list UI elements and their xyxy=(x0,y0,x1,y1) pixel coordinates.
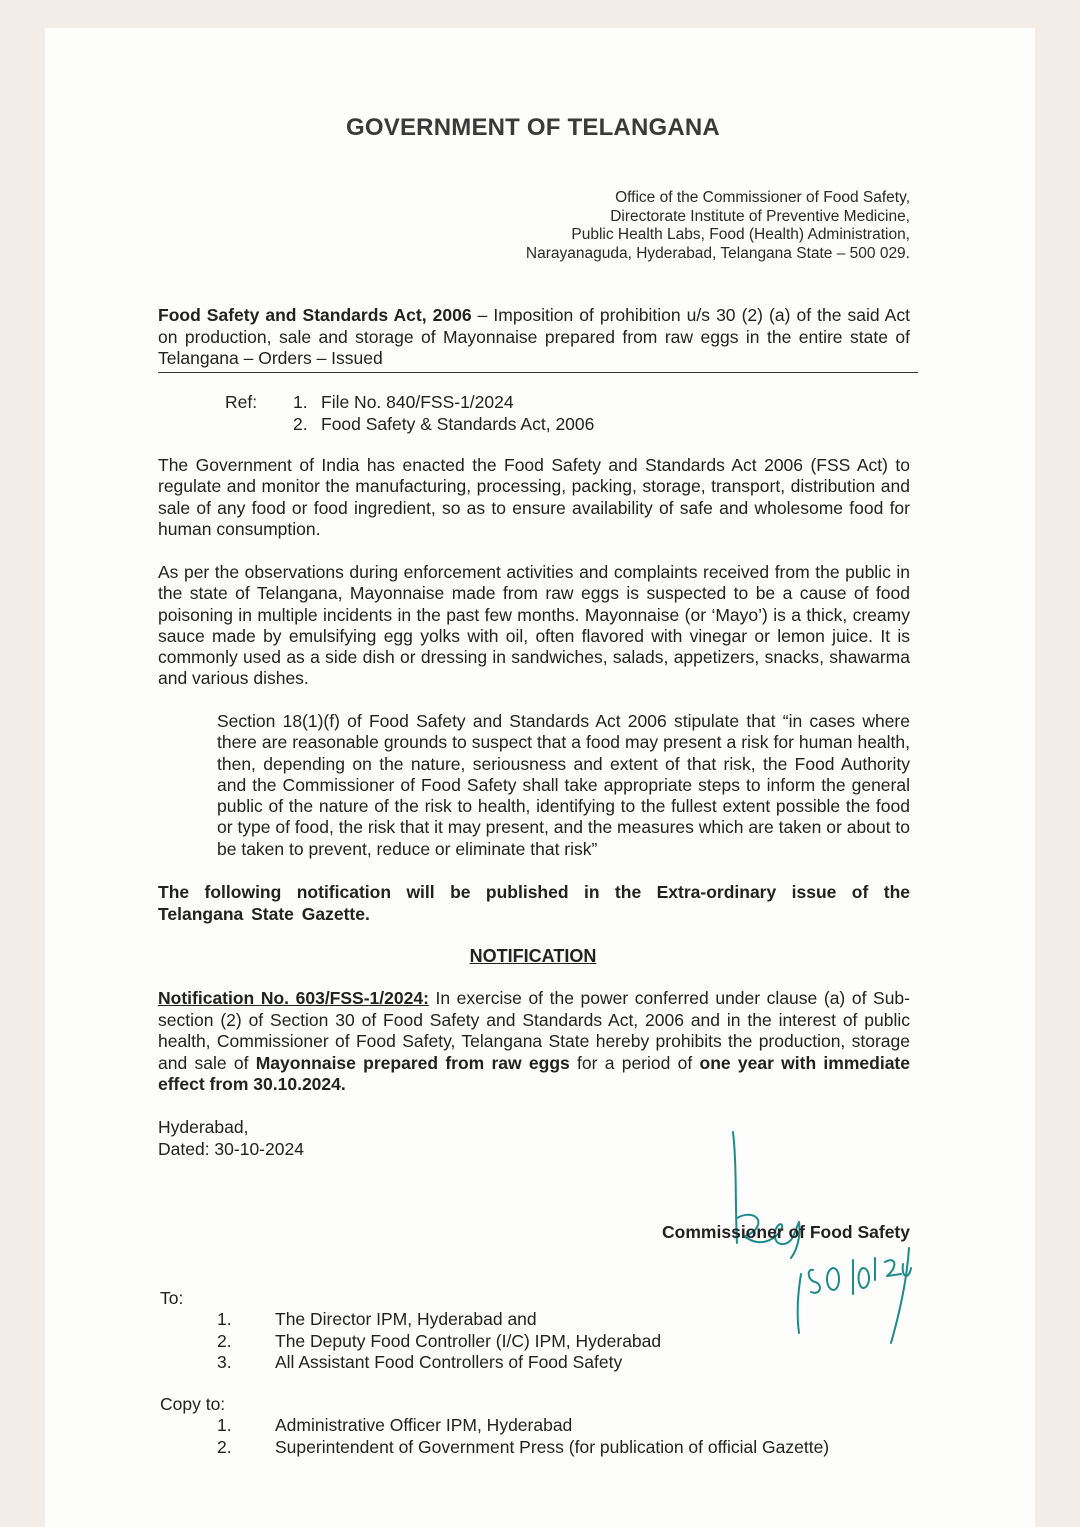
reference-item: 1. File No. 840/FSS-1/2024 xyxy=(293,392,514,412)
notification-body: Notification No. 603/FSS-1/2024: In exercise of the power conferred under clause (a) of Sub-section (2) of Section 30 of Food Safety and Standards Act, 2006 and in the interest of public health, Commissioner of Food Safety, Telangana State hereby prohibits the production, storage and sale of Mayonnaise prepared from raw eggs for a period of one year with immediate effect from 30.10.2024. xyxy=(158,988,910,1094)
notification-number: Notification No. 603/FSS-1/2024: xyxy=(158,988,429,1008)
office-line: Directorate Institute of Preventive Medicine, xyxy=(610,207,910,225)
paragraph-observations: As per the observations during enforcement activities and complaints received from the public in the state of Telangana, Mayonnaise made from raw eggs is suspected to be a cause of food poisoning in multiple incidents in the past few months. Mayonnaise (or ‘Mayo’) is a thick, creamy sauce made by emulsifying egg yolks with oil, often flavored with vinegar or lemon juice. It is commonly used as a side dish or dressing in sandwiches, salads, appetizers, snacks, shawarma and various dishes. xyxy=(158,562,910,689)
office-line: Narayanaguda, Hyderabad, Telangana State – 500 029. xyxy=(525,244,910,262)
list-item: 2. The Deputy Food Controller (I/C) IPM, Hyderabad xyxy=(217,1330,662,1351)
subject-act: Food Safety and Standards Act, 2006 xyxy=(158,305,472,325)
list-item: 3. All Assistant Food Controllers of Food Safety xyxy=(217,1352,623,1372)
list-item: 1. The Director IPM, Hyderabad and xyxy=(217,1309,537,1329)
subject-line xyxy=(158,305,910,370)
gazette-note: The following notification will be published in the Extra-ordinary issue of the Telangana State Gazette. xyxy=(158,882,910,924)
place: Hyderabad, xyxy=(158,1117,249,1137)
copy-to-list xyxy=(217,1415,829,1458)
office-address xyxy=(526,189,910,263)
to-label: To: xyxy=(160,1288,184,1308)
document-page xyxy=(45,28,1035,1527)
list-item: 2. Superintendent of Government Press (for publication of official Gazette) xyxy=(217,1436,830,1457)
ref-label: Ref: xyxy=(225,392,258,412)
section-quote: Section 18(1)(f) of Food Safety and Standards Act 2006 stipulate that “in cases where there are reasonable grounds to suspect that a food may present a risk for human health, then, depending on the nature, seriousness and extent of that risk, the Food Authority and the Commissioner of Food Safety shall take appropriate steps to inform the general public of the nature of the risk to health, identifying to the fullest extent possible the food or type of food, the risk that it may present, and the measures which are taken or about to be taken to prevent, reduce or eliminate that risk” xyxy=(217,711,910,859)
subject-divider xyxy=(158,372,918,373)
reference-item: 2. Food Safety & Standards Act, 2006 xyxy=(293,413,595,434)
document-title: GOVERNMENT OF TELANGANA xyxy=(346,114,720,141)
notification-heading: NOTIFICATION xyxy=(469,946,597,966)
signature-date: 30/10/24 xyxy=(825,1288,830,1289)
dated: Dated: 30-10-2024 xyxy=(158,1138,304,1159)
signatory-title: Commissioner of Food Safety xyxy=(662,1222,910,1242)
list-item: 1. Administrative Officer IPM, Hyderabad xyxy=(217,1415,573,1435)
place-and-date xyxy=(158,1117,304,1160)
subject-text: – Imposition of prohibition u/s 30 (2) (a) of the said Act on production, sale and storage of Mayonnaise prepared from raw eggs in the entire state of Telangana – Orders – Issued xyxy=(158,305,910,368)
office-line: Public Health Labs, Food (Health) Administration, xyxy=(571,226,910,244)
to-list xyxy=(217,1309,661,1374)
paragraph-fss-act: The Government of India has enacted the Food Safety and Standards Act 2006 (FSS Act) to regulate and monitor the manufacturing, processing, packing, storage, transport, distribution and sale of any food or food ingredient, so as to ensure availability of safe and wholesome food for human consumption. xyxy=(158,455,910,539)
reference-list xyxy=(293,392,594,435)
office-line: Office of the Commissioner of Food Safety, xyxy=(615,189,910,206)
copy-to-label: Copy to: xyxy=(160,1394,226,1414)
